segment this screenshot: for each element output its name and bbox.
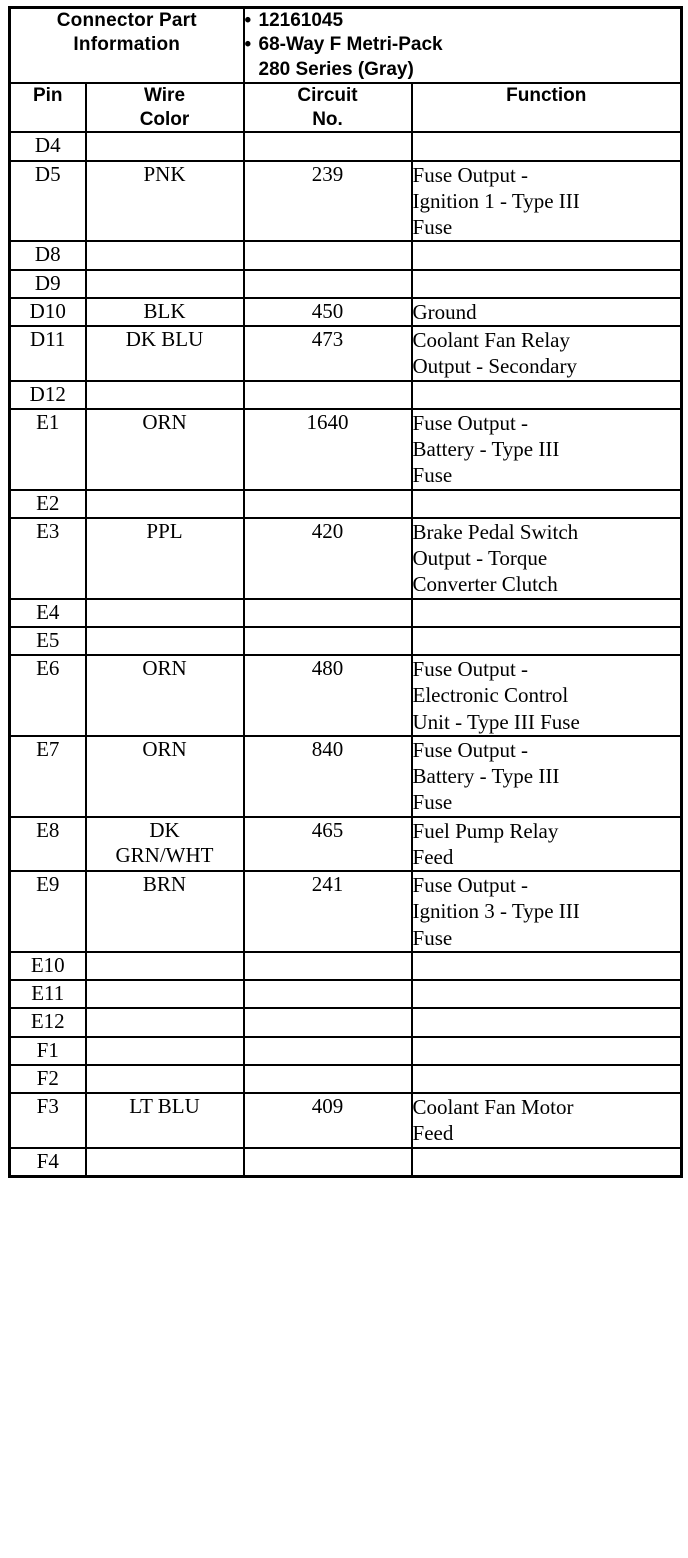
column-header-row xyxy=(10,83,682,133)
table-row xyxy=(10,381,682,409)
connector-part-information-line1: Connector Part xyxy=(56,10,197,31)
column-header-wire-text: Wire xyxy=(144,84,186,106)
table-row xyxy=(10,980,682,1008)
column-header-circuit-text: Circuit xyxy=(297,84,358,106)
table-row xyxy=(10,655,682,736)
cell-wire-color xyxy=(86,381,244,409)
cell-wire-color xyxy=(86,1148,244,1177)
cell-pin: E8 xyxy=(10,817,86,872)
table-body xyxy=(10,8,682,1177)
cell-function: Coolant Fan Motor Feed xyxy=(412,1093,682,1148)
cell-pin: D11 xyxy=(10,326,86,381)
cell-pin: D10 xyxy=(10,298,86,326)
cell-wire-color: DK BLU xyxy=(86,326,244,381)
cell-pin: E1 xyxy=(10,409,86,490)
connector-pinout-table xyxy=(8,6,683,1178)
column-header-pin xyxy=(10,83,86,133)
cell-function xyxy=(412,270,682,298)
cell-wire-color xyxy=(86,952,244,980)
cell-wire-color: ORN xyxy=(86,736,244,817)
cell-pin: F1 xyxy=(10,1037,86,1065)
cell-function: Fuse Output - Battery - Type III Fuse xyxy=(412,736,682,817)
cell-wire-color xyxy=(86,1065,244,1093)
cell-function: Coolant Fan Relay Output - Secondary xyxy=(412,326,682,381)
cell-wire-color xyxy=(86,490,244,518)
cell-wire-color xyxy=(86,1008,244,1036)
cell-circuit-no: 241 xyxy=(244,871,412,952)
cell-wire-color: BRN xyxy=(86,871,244,952)
cell-circuit-no xyxy=(244,1008,412,1036)
cell-circuit-no xyxy=(244,627,412,655)
cell-function xyxy=(412,1008,682,1036)
cell-pin: D4 xyxy=(10,132,86,160)
cell-circuit-no: 480 xyxy=(244,655,412,736)
cell-pin: F3 xyxy=(10,1093,86,1148)
table-row xyxy=(10,1008,682,1036)
cell-function: Fuse Output - Electronic Control Unit - Type III Fuse xyxy=(412,655,682,736)
cell-circuit-no: 473 xyxy=(244,326,412,381)
table-row xyxy=(10,132,682,160)
cell-circuit-no xyxy=(244,490,412,518)
cell-circuit-no xyxy=(244,270,412,298)
cell-wire-color: DK GRN/WHT xyxy=(86,817,244,872)
cell-pin: D5 xyxy=(10,161,86,242)
column-header-no-text: No. xyxy=(312,108,343,130)
column-header-color-text: Color xyxy=(139,108,190,130)
cell-pin: D12 xyxy=(10,381,86,409)
cell-wire-color: BLK xyxy=(86,298,244,326)
cell-function xyxy=(412,627,682,655)
cell-function: Fuse Output - Battery - Type III Fuse xyxy=(412,409,682,490)
cell-circuit-no xyxy=(244,1148,412,1177)
cell-pin: D8 xyxy=(10,241,86,269)
table-row xyxy=(10,736,682,817)
cell-function xyxy=(412,132,682,160)
cell-pin: F2 xyxy=(10,1065,86,1093)
cell-circuit-no xyxy=(244,132,412,160)
cell-circuit-no: 1640 xyxy=(244,409,412,490)
table-row xyxy=(10,1148,682,1177)
cell-function xyxy=(412,599,682,627)
connector-description-line2: 280 Series (Gray) xyxy=(258,58,414,80)
cell-wire-color: LT BLU xyxy=(86,1093,244,1148)
table-row xyxy=(10,298,682,326)
cell-function: Brake Pedal Switch Output - Torque Converter Clutch xyxy=(412,518,682,599)
cell-circuit-no xyxy=(244,1037,412,1065)
cell-pin: E4 xyxy=(10,599,86,627)
table-row xyxy=(10,490,682,518)
connector-part-information-label xyxy=(10,8,244,83)
table-row xyxy=(10,409,682,490)
cell-wire-color xyxy=(86,270,244,298)
column-header-circuit-no xyxy=(244,83,412,133)
connector-description-line1: • 68-Way F Metri-Pack xyxy=(245,33,681,57)
column-header-function xyxy=(412,83,682,133)
cell-function xyxy=(412,1037,682,1065)
cell-pin: F4 xyxy=(10,1148,86,1177)
column-header-pin-text: Pin xyxy=(32,84,63,106)
column-header-wire-color xyxy=(86,83,244,133)
table-row xyxy=(10,270,682,298)
column-header-function-text: Function xyxy=(506,84,587,106)
connector-part-number: • 12161045 xyxy=(245,9,681,33)
cell-pin: D9 xyxy=(10,270,86,298)
cell-function xyxy=(412,1065,682,1093)
cell-function xyxy=(412,980,682,1008)
cell-circuit-no xyxy=(244,980,412,1008)
cell-circuit-no xyxy=(244,1065,412,1093)
connector-table-page xyxy=(0,6,688,1558)
cell-circuit-no xyxy=(244,381,412,409)
cell-pin: E7 xyxy=(10,736,86,817)
cell-function: Ground xyxy=(412,298,682,326)
cell-circuit-no xyxy=(244,241,412,269)
table-row xyxy=(10,161,682,242)
cell-function xyxy=(412,952,682,980)
cell-circuit-no xyxy=(244,952,412,980)
cell-function xyxy=(412,1148,682,1177)
cell-circuit-no: 420 xyxy=(244,518,412,599)
cell-function xyxy=(412,381,682,409)
cell-function: Fuel Pump Relay Feed xyxy=(412,817,682,872)
table-row xyxy=(10,518,682,599)
cell-wire-color xyxy=(86,1037,244,1065)
cell-pin: E2 xyxy=(10,490,86,518)
table-row xyxy=(10,599,682,627)
cell-pin: E3 xyxy=(10,518,86,599)
connector-part-information-line2: Information xyxy=(73,34,181,56)
cell-wire-color xyxy=(86,599,244,627)
cell-function xyxy=(412,241,682,269)
cell-circuit-no: 840 xyxy=(244,736,412,817)
cell-pin: E9 xyxy=(10,871,86,952)
cell-circuit-no: 409 xyxy=(244,1093,412,1148)
table-row xyxy=(10,871,682,952)
table-row xyxy=(10,1093,682,1148)
cell-wire-color: ORN xyxy=(86,409,244,490)
cell-pin: E12 xyxy=(10,1008,86,1036)
cell-wire-color xyxy=(86,132,244,160)
cell-pin: E5 xyxy=(10,627,86,655)
cell-circuit-no: 450 xyxy=(244,298,412,326)
cell-wire-color xyxy=(86,241,244,269)
cell-wire-color: ORN xyxy=(86,655,244,736)
cell-circuit-no: 239 xyxy=(244,161,412,242)
table-row xyxy=(10,1065,682,1093)
cell-wire-color xyxy=(86,627,244,655)
cell-circuit-no: 465 xyxy=(244,817,412,872)
table-row xyxy=(10,326,682,381)
cell-wire-color: PPL xyxy=(86,518,244,599)
table-row xyxy=(10,1037,682,1065)
cell-function xyxy=(412,490,682,518)
cell-circuit-no xyxy=(244,599,412,627)
table-row xyxy=(10,817,682,872)
cell-function: Fuse Output - Ignition 3 - Type III Fuse xyxy=(412,871,682,952)
cell-function: Fuse Output - Ignition 1 - Type III Fuse xyxy=(412,161,682,242)
cell-pin: E10 xyxy=(10,952,86,980)
table-row xyxy=(10,952,682,980)
connector-info-header-row xyxy=(10,8,682,83)
cell-pin: E6 xyxy=(10,655,86,736)
table-row xyxy=(10,627,682,655)
cell-pin: E11 xyxy=(10,980,86,1008)
table-row xyxy=(10,241,682,269)
connector-part-details xyxy=(244,8,682,83)
cell-wire-color: PNK xyxy=(86,161,244,242)
cell-wire-color xyxy=(86,980,244,1008)
